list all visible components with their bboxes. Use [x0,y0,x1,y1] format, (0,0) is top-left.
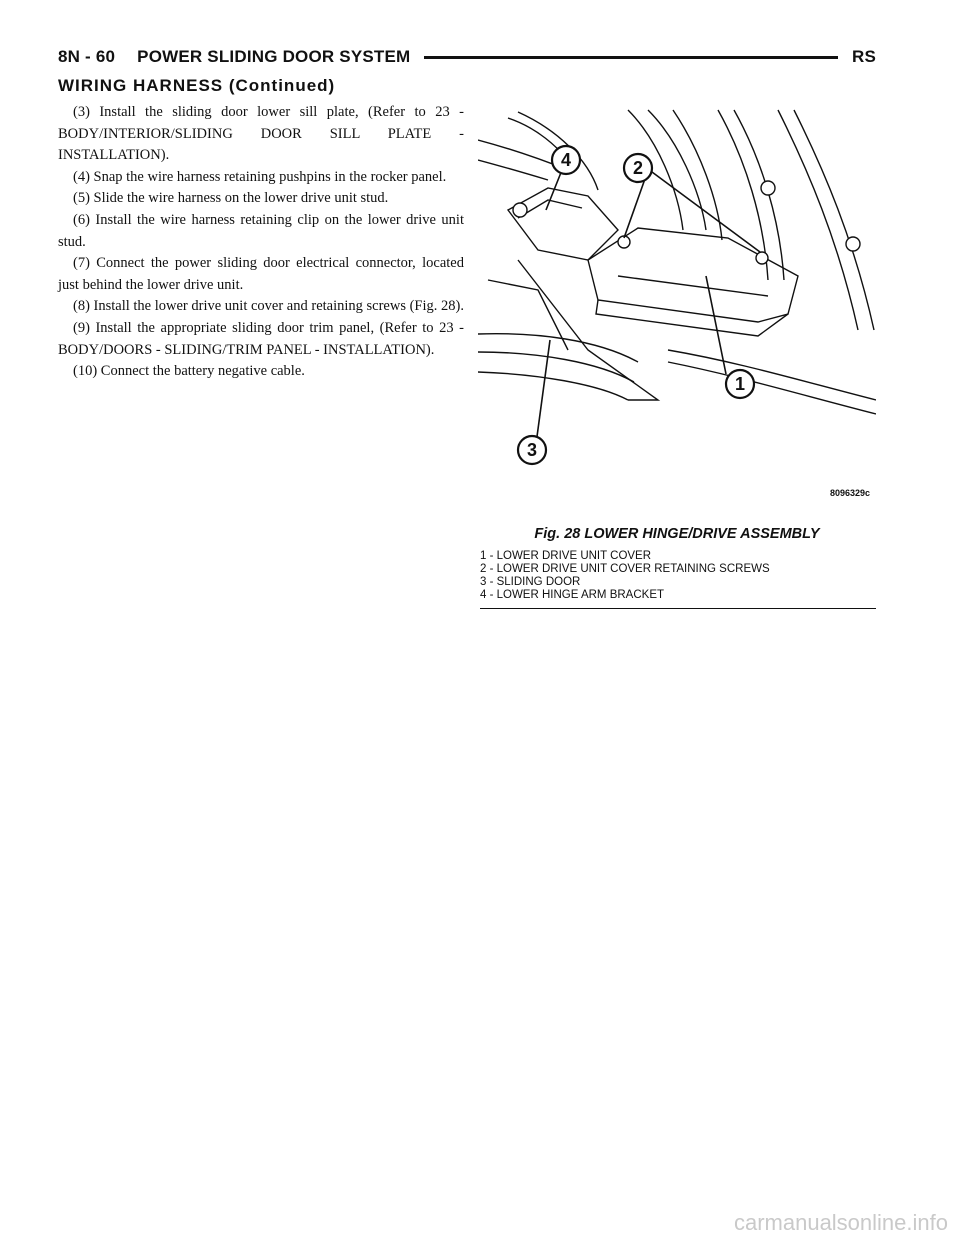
step-4: (4) Snap the wire harness retaining pushpins in the rocker panel. [73,168,447,185]
step-3: (3) Install the sliding door lower sill plate, (Refer to 23 - BODY/INTERIOR/SLIDING DOOR SILL PLATE - INSTALLATION). [58,104,464,164]
procedure-steps [58,102,464,383]
lower-hinge-drive-illustration [478,100,876,512]
legend-item: 4 - LOWER HINGE ARM BRACKET [480,589,665,601]
figure-caption: Fig. 28 LOWER HINGE/DRIVE ASSEMBLY [534,526,820,542]
page-number: 8N - 60 [58,47,116,66]
header-rule [424,56,838,59]
model-code: RS [851,47,876,66]
chapter-title: POWER SLIDING DOOR SYSTEM [137,47,411,66]
step-5: (5) Slide the wire harness on the lower drive unit stud. [73,190,389,207]
section-title: WIRING HARNESS (Continued) [58,76,336,95]
callout-3: 3 [526,440,538,460]
page-header [58,44,876,70]
legend-item: 3 - SLIDING DOOR [480,576,581,588]
step-9: (9) Install the appropriate sliding door trim panel, (Refer to 23 - BODY/DOORS - SLIDING/TRIM PANEL - INSTALLATION). [58,319,464,358]
callout-2: 2 [632,158,644,178]
step-7: (7) Connect the power sliding door electrical connector, located just behind the lower drive unit. [58,255,464,293]
figure-legend [480,550,876,609]
callout-4: 4 [560,150,572,170]
image-code: 8096329c [829,488,870,498]
legend-item: 2 - LOWER DRIVE UNIT COVER RETAINING SCREWS [480,563,770,575]
legend-item: 1 - LOWER DRIVE UNIT COVER [480,550,652,562]
step-8: (8) Install the lower drive unit cover and retaining screws (Fig. 28). [73,298,464,315]
callout-1: 1 [734,374,746,394]
watermark: carmanualsonline.info [733,1210,948,1235]
step-6: (6) Install the wire harness retaining clip on the lower drive unit stud. [58,211,464,250]
step-10: (10) Connect the battery negative cable. [73,363,305,380]
figure-illustration [478,100,876,512]
